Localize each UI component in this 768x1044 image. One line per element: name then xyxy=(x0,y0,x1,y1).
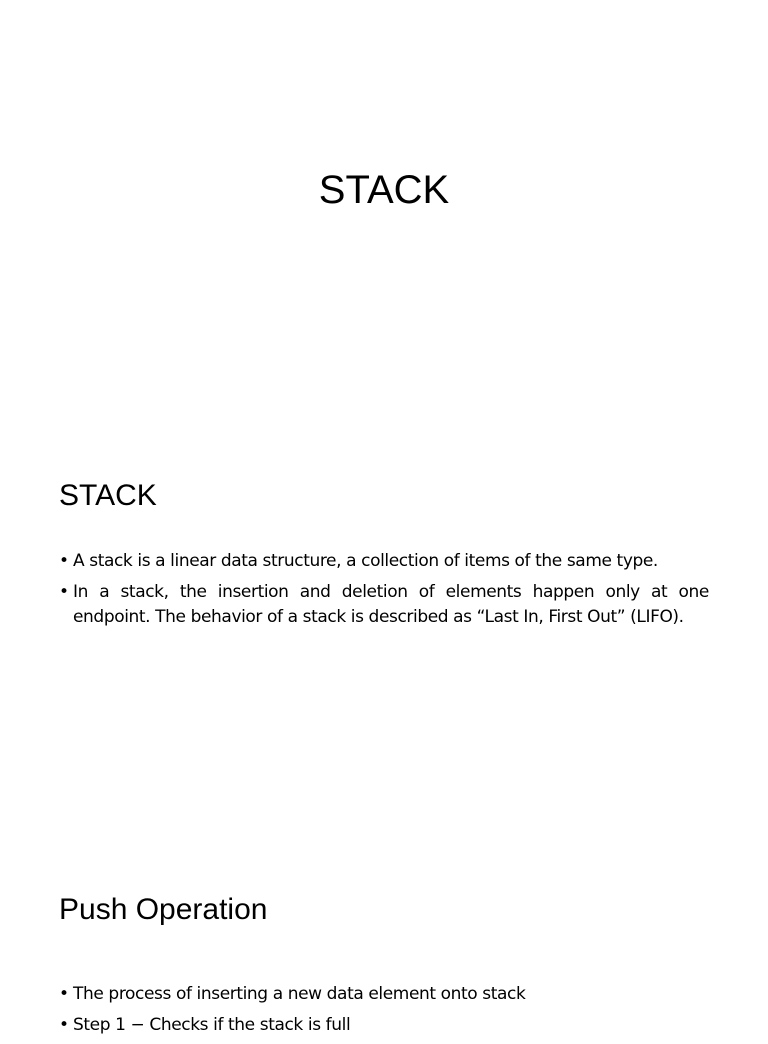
bullet-text: The process of inserting a new data element onto stack xyxy=(73,984,526,1004)
bullet-text: A stack is a linear data structure, a collection of items of the same type. xyxy=(73,551,658,571)
slide-heading: STACK xyxy=(59,479,157,512)
slide-push-operation xyxy=(0,870,768,1035)
slide-stack-definition xyxy=(0,440,768,860)
slide-heading: Push Operation xyxy=(59,893,268,926)
list-item xyxy=(59,549,709,574)
list-item xyxy=(59,982,709,1007)
slide-title xyxy=(0,0,768,420)
bullet-icon: • xyxy=(59,582,69,602)
list-item xyxy=(59,1013,709,1038)
bullet-list xyxy=(59,982,709,1044)
list-item xyxy=(59,580,709,630)
bullet-text: Step 1 − Checks if the stack is full xyxy=(73,1015,351,1035)
bullet-icon: • xyxy=(59,1015,69,1035)
bullet-icon: • xyxy=(59,984,69,1004)
bullet-list xyxy=(59,549,709,636)
slide-title-text: STACK xyxy=(318,168,450,212)
bullet-icon: • xyxy=(59,551,69,571)
bullet-text: In a stack, the insertion and deletion of elements happen only at one endpoint. The behavior of a stack is described as “Last In, First Out” (LIFO). xyxy=(73,582,709,627)
